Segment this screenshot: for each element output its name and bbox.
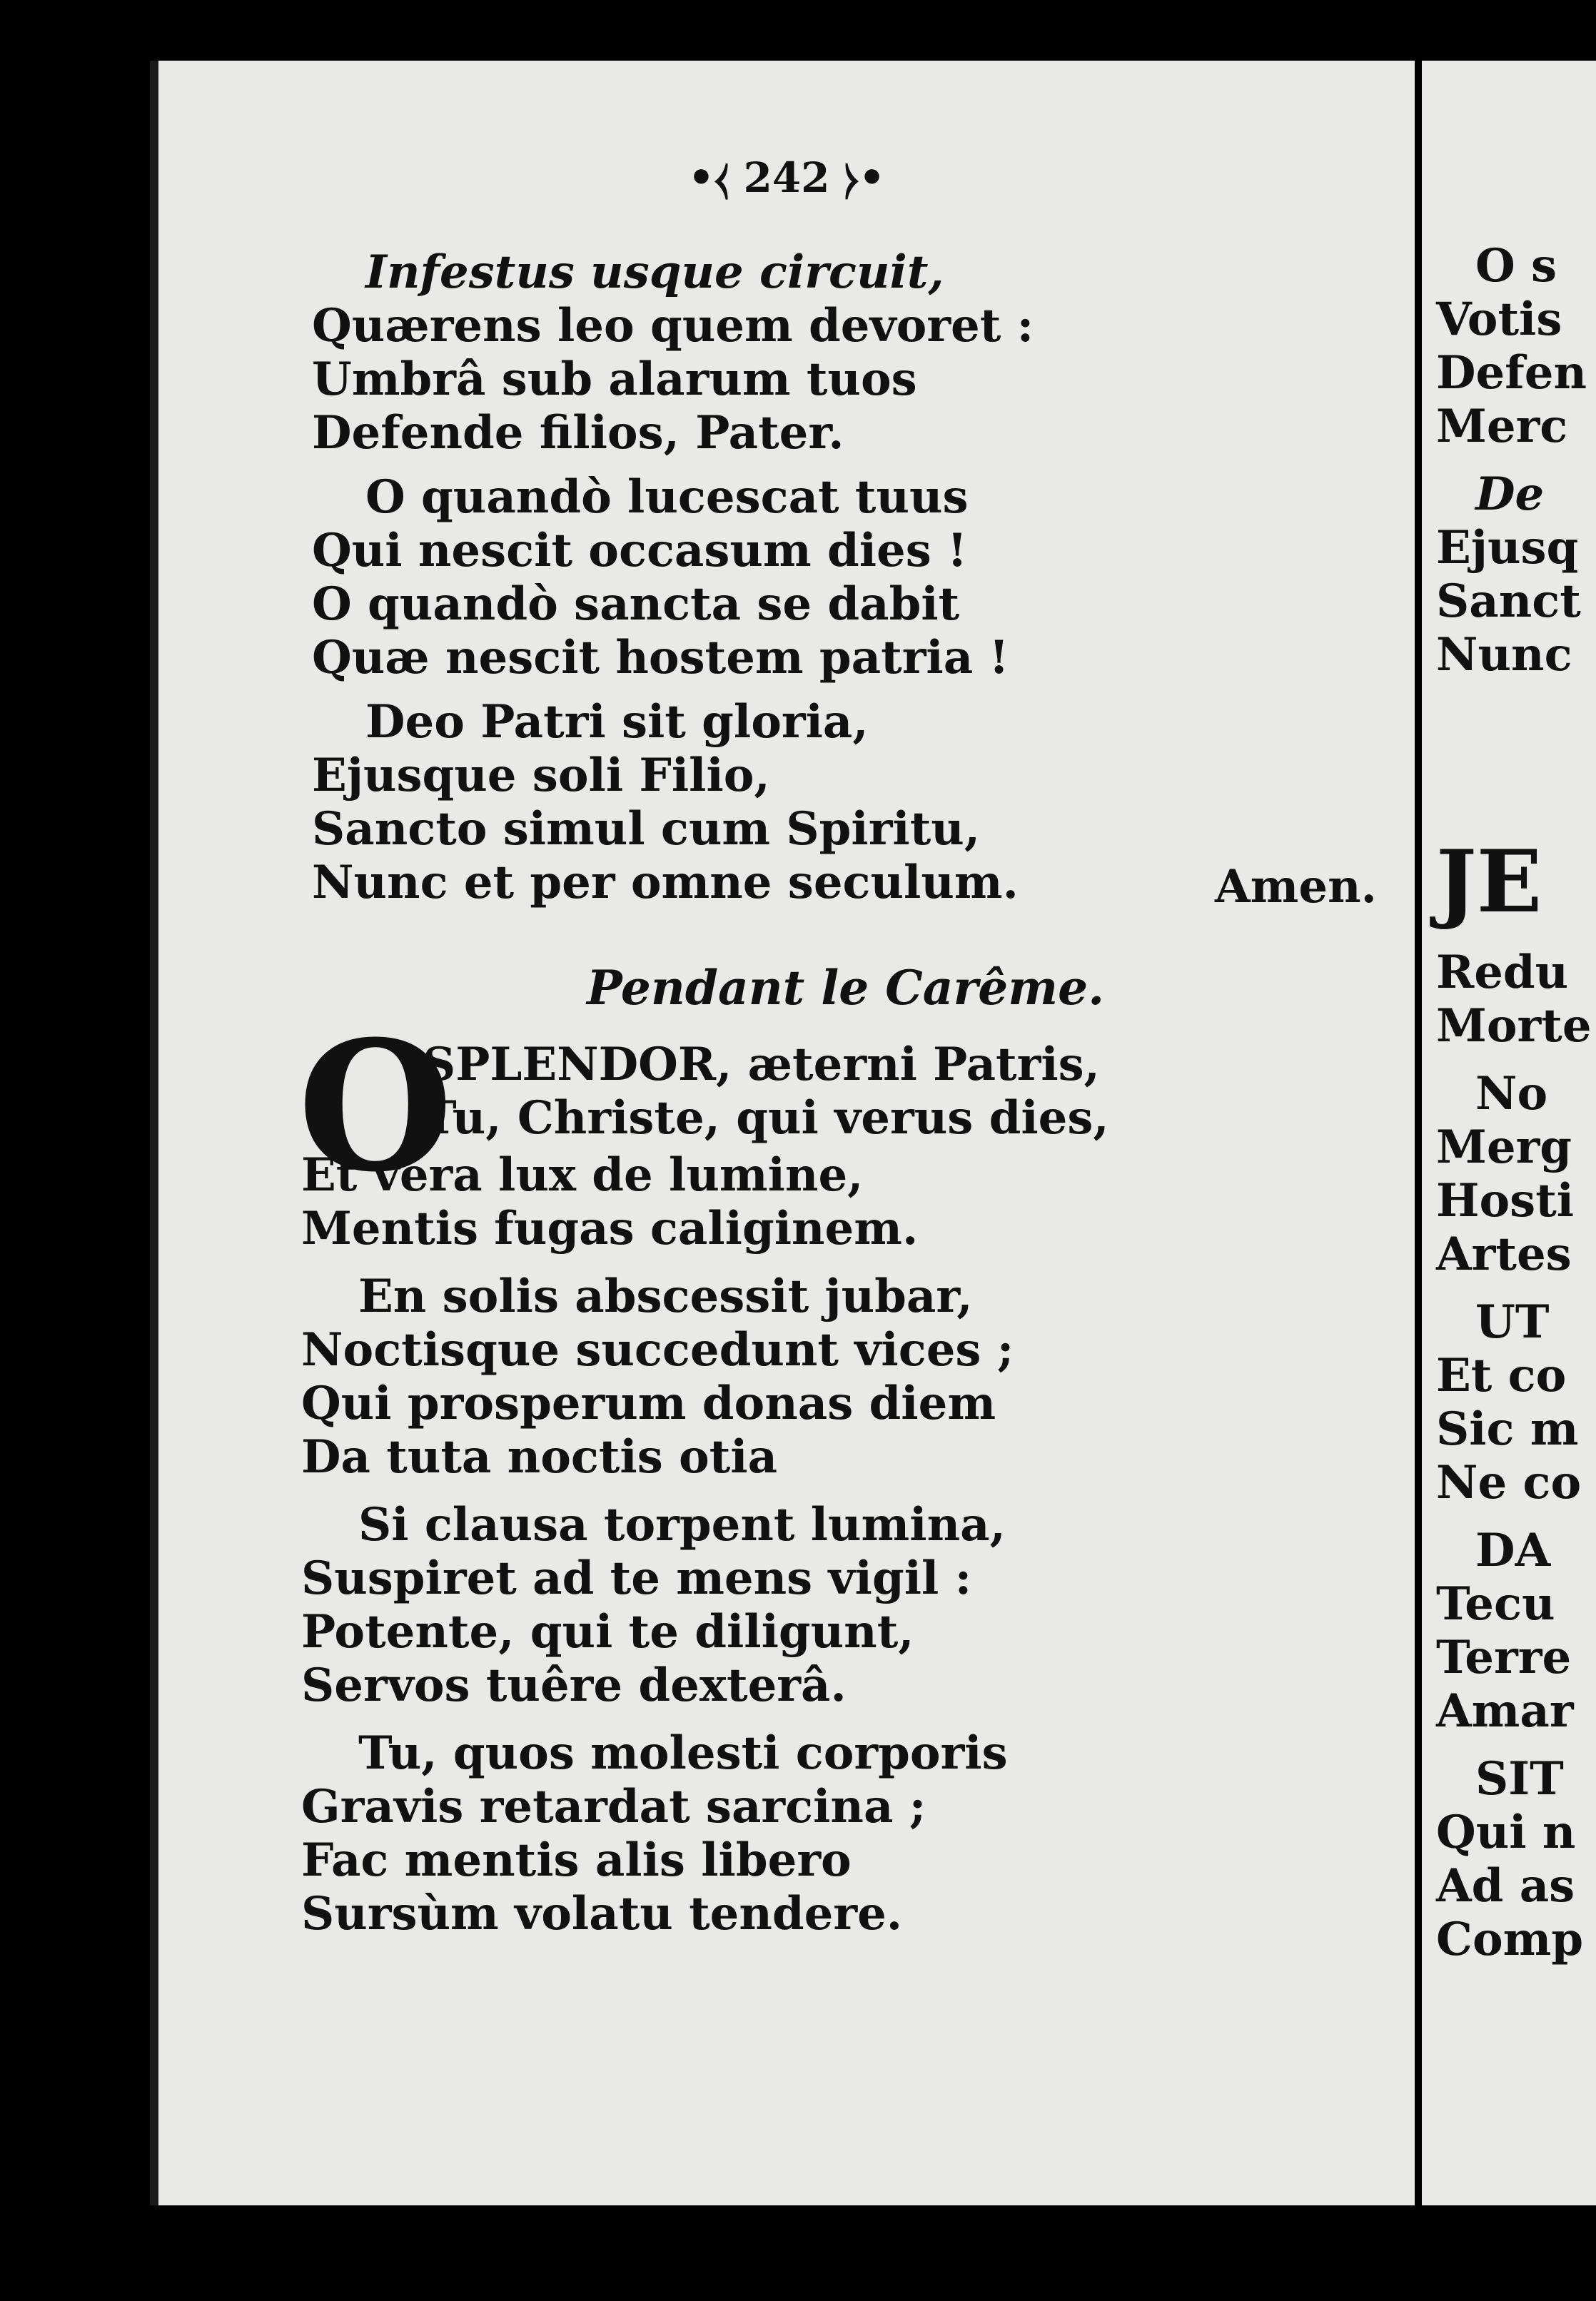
verse-line: Deo Patri sit gloria, [365,695,869,749]
verse-line: Sancto simul cum Spiritu, [312,802,981,856]
page-number [158,153,1415,203]
partial-line: Sanct [1436,575,1581,628]
amen: Amen. [1215,860,1377,914]
partial-line: Votis [1436,293,1562,346]
partial-line: UT [1475,1295,1550,1349]
partial-line: Tecu [1436,1577,1555,1631]
partial-line: Qui n [1436,1806,1576,1859]
verse-line: SPLENDOR, æterni Patris, [423,1038,1100,1091]
partial-line: Sic m [1436,1402,1579,1456]
verse-line: Ejusque soli Filio, [312,749,770,802]
verse-line: Infestus usque circuit, [365,246,944,299]
verse-line: Quærens leo quem devoret : [312,299,1034,353]
partial-line: Ejusq [1436,521,1579,575]
verse-line: Servos tuêre dexterâ. [301,1659,847,1712]
verse-line: Suspiret ad te mens vigil : [301,1552,972,1605]
book-page-right-partial [1422,61,1596,2205]
ornament-right: ⧽• [844,153,886,202]
verse-line: Sursùm volatu tendere. [301,1887,903,1941]
partial-line: Nunc [1436,628,1572,682]
partial-line: Terre [1436,1631,1572,1684]
verse-line: Tu, quos molesti corporis [358,1726,1008,1780]
verse-line: O quandò lucescat tuus [365,470,969,524]
partial-line: DA [1475,1524,1551,1577]
partial-line: SIT [1475,1752,1564,1806]
verse-line: Mentis fugas caliginem. [301,1202,919,1255]
partial-line: Defen [1436,346,1587,400]
partial-line: Merc [1436,400,1568,453]
partial-line: Merg [1436,1121,1572,1174]
page-number-text: 242 [743,153,830,202]
verse-line: Nunc et per omne seculum. [312,856,1019,909]
section-heading: Pendant le Carême. [587,960,1105,1016]
ornament-left: •⧼ [687,153,729,202]
partial-line: Redu [1436,946,1569,999]
partial-line: De [1475,467,1545,521]
partial-line: No [1475,1067,1548,1121]
verse-line: Et vera lux de lumine, [301,1148,864,1202]
verse-line: Qui nescit occasum dies ! [312,524,968,577]
verse-line: Quæ nescit hostem patria ! [312,631,1009,684]
partial-line: Morte [1436,999,1592,1053]
partial-line: Ne co [1436,1456,1582,1509]
verse-line: Tu, Christe, qui verus dies, [423,1091,1109,1145]
partial-line: Artes [1436,1228,1572,1281]
partial-line: Hosti [1436,1174,1575,1228]
book-page-left [150,61,1415,2205]
verse-line: Potente, qui te diligunt, [301,1605,914,1659]
drop-cap: O [298,1001,453,1211]
partial-line: Et co [1436,1349,1567,1402]
partial-line: Comp [1436,1913,1584,1966]
partial-line: Ad as [1436,1859,1575,1913]
verse-line: Umbrâ sub alarum tuos [312,353,917,406]
partial-line: JE [1436,831,1542,932]
verse-line: Gravis retardat sarcina ; [301,1780,926,1834]
partial-line: O s [1475,239,1557,293]
verse-line: En solis abscessit jubar, [358,1270,973,1323]
verse-line: Noctisque succedunt vices ; [301,1323,1014,1377]
verse-line: Qui prosperum donas diem [301,1377,996,1430]
verse-line: Da tuta noctis otia [301,1430,778,1484]
verse-line: Si clausa torpent lumina, [358,1498,1006,1552]
partial-line: Amar [1436,1684,1574,1738]
verse-line: O quandò sancta se dabit [312,577,960,631]
verse-line: Fac mentis alis libero [301,1834,852,1887]
verse-line: Defende filios, Pater. [312,406,844,460]
